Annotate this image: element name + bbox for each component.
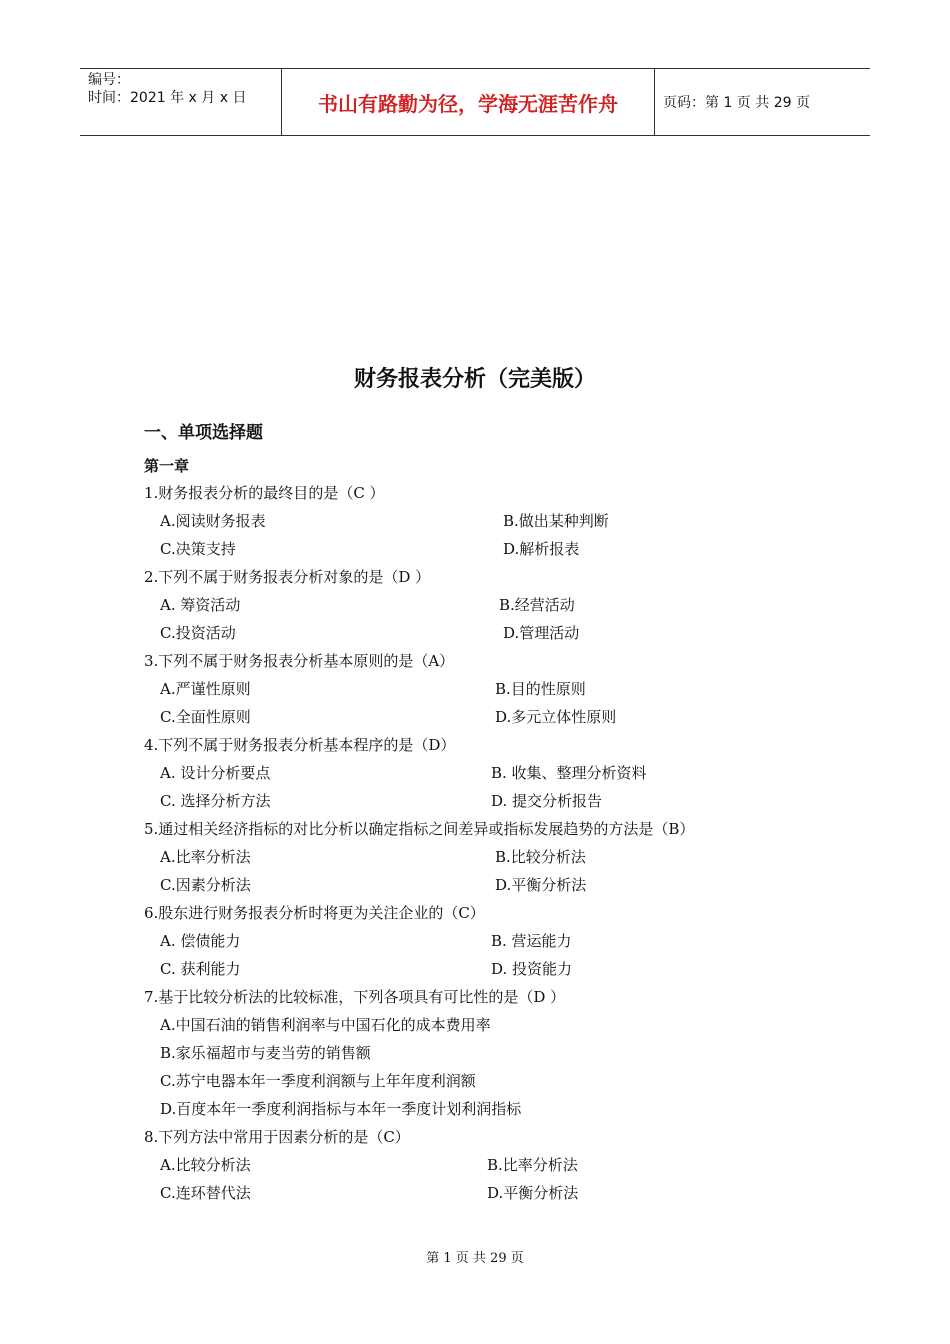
q1-option-c: C.决策支持 (160, 540, 236, 558)
chapter-title: 第一章 (144, 457, 190, 475)
q8-option-c: C.连环替代法 (160, 1184, 251, 1202)
q1-option-d: D.解析报表 (503, 540, 580, 558)
q4-option-d: D. 提交分析报告 (491, 792, 603, 810)
question-6: 6.股东进行财务报表分析时将更为关注企业的（C） (144, 904, 485, 922)
question-5: 5.通过相关经济指标的对比分析以确定指标之间差异或指标发展趋势的方法是（B） (144, 820, 695, 838)
q8-option-a: A.比较分析法 (160, 1156, 251, 1174)
q6-option-d: D. 投资能力 (491, 960, 573, 978)
q6-option-a: A. 偿债能力 (160, 932, 241, 950)
header-motto: 书山有路勤为径，学海无涯苦作舟 (282, 69, 655, 135)
q3-option-c: C.全面性原则 (160, 708, 251, 726)
q6-option-b: B. 营运能力 (491, 932, 572, 950)
time-label: 时间：2021 年 x 月 x 日 (88, 90, 247, 106)
question-3: 3.下列不属于财务报表分析基本原则的是（A） (144, 652, 455, 670)
q8-option-d: D.平衡分析法 (487, 1184, 579, 1202)
question-8: 8.下列方法中常用于因素分析的是（C） (144, 1128, 410, 1146)
q6-option-c: C. 获利能力 (160, 960, 241, 978)
question-7: 7.基于比较分析法的比较标准，下列各项具有可比性的是（D ） (144, 988, 566, 1006)
q7-option-a: A.中国石油的销售利润率与中国石化的成本费用率 (160, 1016, 491, 1034)
q7-option-d: D.百度本年一季度利润指标与本年一季度计划利润指标 (160, 1100, 522, 1118)
page-header (80, 68, 870, 136)
header-meta (80, 69, 282, 135)
q5-option-b: B.比较分析法 (495, 848, 586, 866)
q3-option-d: D.多元立体性原则 (495, 708, 617, 726)
question-1: 1.财务报表分析的最终目的是（C ） (144, 484, 385, 502)
page-footer: 第 1 页 共 29 页 (426, 1251, 524, 1266)
q2-option-b: B.经营活动 (499, 596, 575, 614)
q2-option-d: D.管理活动 (503, 624, 580, 642)
q4-option-c: C. 选择分析方法 (160, 792, 271, 810)
q5-option-c: C.因素分析法 (160, 876, 251, 894)
q4-option-b: B. 收集、整理分析资料 (491, 764, 647, 782)
document-title: 财务报表分析（完美版） (353, 367, 596, 392)
q3-option-b: B.目的性原则 (495, 680, 586, 698)
header-page-info: 页码：第 1 页 共 29 页 (663, 95, 810, 111)
q2-option-c: C.投资活动 (160, 624, 236, 642)
q7-option-b: B.家乐福超市与麦当劳的销售额 (160, 1044, 371, 1062)
number-label: 编号： (88, 72, 130, 88)
q4-option-a: A. 设计分析要点 (160, 764, 271, 782)
q5-option-a: A.比率分析法 (160, 848, 251, 866)
q1-option-b: B.做出某种判断 (503, 512, 609, 530)
q5-option-d: D.平衡分析法 (495, 876, 587, 894)
q8-option-b: B.比率分析法 (487, 1156, 578, 1174)
question-4: 4.下列不属于财务报表分析基本程序的是（D） (144, 736, 456, 754)
question-2: 2.下列不属于财务报表分析对象的是（D ） (144, 568, 431, 586)
q1-option-a: A.阅读财务报表 (160, 512, 266, 530)
q2-option-a: A. 筹资活动 (160, 596, 241, 614)
section-title: 一、单项选择题 (144, 423, 263, 443)
q3-option-a: A.严谨性原则 (160, 680, 251, 698)
q7-option-c: C.苏宁电器本年一季度利润额与上年年度利润额 (160, 1072, 476, 1090)
